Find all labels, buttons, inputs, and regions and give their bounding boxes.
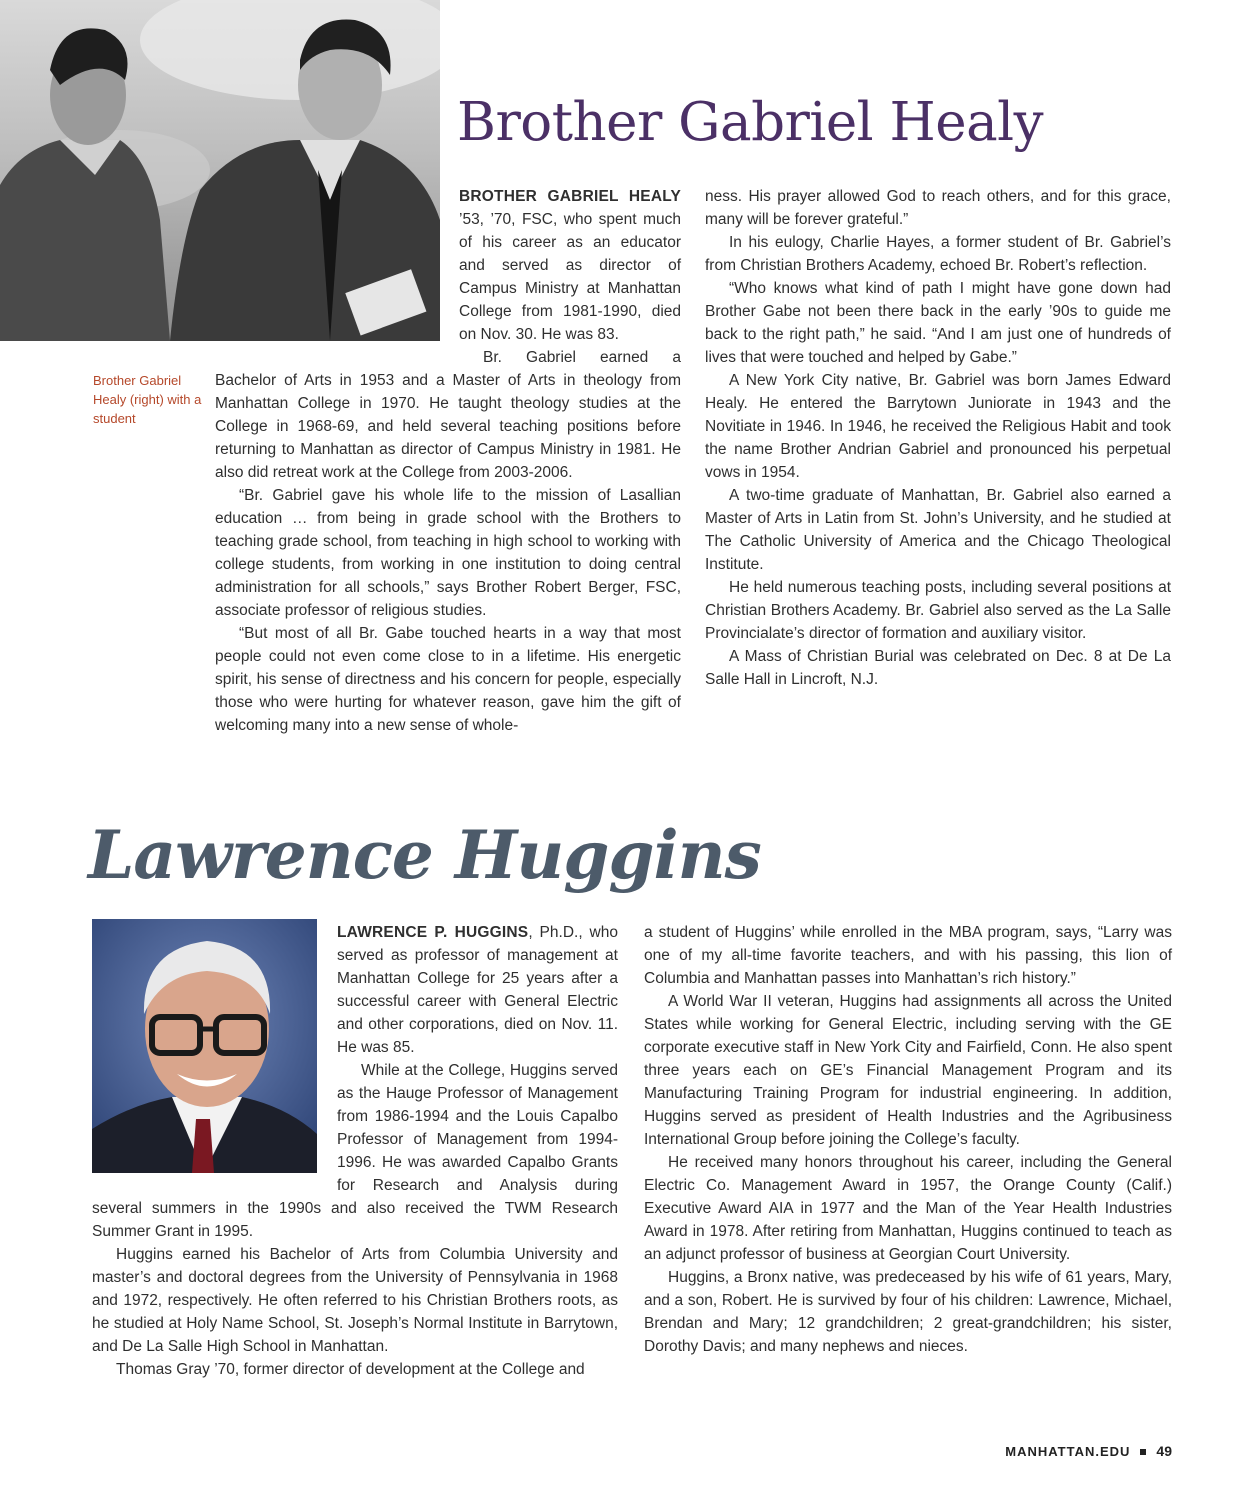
photo-caption: Brother Gabriel Healy (right) with a student: [93, 373, 202, 426]
page-number: 49: [1156, 1443, 1172, 1459]
huggins-paragraph-3: Huggins earned his Bachelor of Arts from Columbia University and master’s and doctoral degrees from the University of Pennsylvania in 1968 and 1972, respectively. He often referred to his Christian Brothers roots, as he studied at Holy Name School, St. Joseph’s Normal Institute in Barrytown, and De La Salle High School in Manhattan.: [92, 1246, 618, 1355]
huggins-paragraph-7: He received many honors throughout his career, including the General Electric Co. Management Award in 1957, the Orange County (Calif.) Executive Award AIA in 1977 and the Man of the Year Health Industries Award in 1978. After retiring from Manhattan, Huggins continued to teach as an adjunct professor of business at Georgian Court University.: [644, 1154, 1172, 1263]
page-footer: [1005, 1443, 1172, 1459]
healy-paragraph-10: He held numerous teaching posts, including several positions at Christian Brothers Academy. Br. Gabriel also served as the La Salle Provincialate’s director of formation and auxiliary visitor.: [705, 579, 1171, 642]
photo-wrap-spacer: [92, 921, 337, 1197]
article-title-huggins: Lawrence Huggins: [88, 816, 761, 894]
healy-paragraph-4: “But most of all Br. Gabe touched hearts in a way that most people could not even come close to in a lifetime. His energetic spirit, his sense of directness and his concern for people, especially those who were hurting for whatever reason, gave him the gift of welcoming many into a new sense of whole-: [215, 625, 681, 734]
footer-site-link[interactable]: MANHATTAN.EDU: [1005, 1444, 1131, 1459]
healy-paragraph-3: “Br. Gabriel gave his whole life to the mission of Lasallian education … from being in grade school with the Brothers to teaching grade school, from teaching in high school to working with college students, from working in one institution to doing central administration for all schools,” says Brother Robert Berger, FSC, associate professor of religious studies.: [215, 487, 681, 619]
huggins-paragraph-6: A World War II veteran, Huggins had assignments all across the United States while working for General Electric, including serving with the GE corporate executive staff in New York City and Fairfield, Conn. He also spent three years each on GE’s Financial Management Program and its Manufacturing Training Program for industrial engineering. In addition, Huggins served as president of Health Industries and the Agribusiness International Group before joining the College’s faculty.: [644, 993, 1172, 1148]
huggins-paragraph-2: While at the College, Huggins served as the Hauge Professor of Management from 1986-1994 and the Louis Capalbo Professor of Management from 1994-1996. He was awarded Capalbo Grants for Research and Analysis during several summers in the 1990s and also received the TWM Research Summer Grant in 1995.: [92, 1062, 618, 1240]
huggins-paragraph-4: Thomas Gray ’70, former director of development at the College and: [116, 1361, 585, 1378]
photo-wrap-spacer: [215, 185, 459, 356]
square-bullet-icon: [1140, 1449, 1146, 1455]
healy-column-1: [215, 185, 681, 737]
healy-paragraph-2: Br. Gabriel earned a Bachelor of Arts in 1953 and a Master of Arts in theology from Manhattan College in 1970. He taught theology studies at the College in 1968-69, and held several teaching positions before returning to Manhattan as director of Campus Ministry in 1981. He also did retreat work at the College from 2003-2006.: [215, 349, 681, 481]
healy-column-2: [705, 185, 1171, 691]
huggins-paragraph-5: a student of Huggins’ while enrolled in the MBA program, says, “Larry was one of my all-time favorite teachers, and with his passing, this lion of Columbia and Manhattan passes into Manhattan’s rich history.”: [644, 924, 1172, 987]
healy-paragraph-11: A Mass of Christian Burial was celebrated on Dec. 8 at De La Salle Hall in Lincroft, N.J.: [705, 648, 1171, 688]
healy-paragraph-9: A two-time graduate of Manhattan, Br. Gabriel also earned a Master of Arts in Latin from St. John’s University, and he studied at The Catholic University of America and the Chicago Theological Institute.: [705, 487, 1171, 573]
healy-paragraph-5: ness. His prayer allowed God to reach others, and for this grace, many will be forever grateful.”: [705, 188, 1171, 228]
lead-name: LAWRENCE P. HUGGINS: [337, 924, 529, 941]
lead-name: BROTHER GABRIEL HEALY: [459, 188, 681, 205]
huggins-paragraph-8: Huggins, a Bronx native, was predeceased by his wife of 61 years, Mary, and a son, Robert. He is survived by four of his children: Lawrence, Michael, Brendan and Mary; 12 grandchildren; 2 great-grandchildren; his sister, Dorothy Davis; and many nephews and nieces.: [644, 1269, 1172, 1355]
article-title-healy: Brother Gabriel Healy: [457, 92, 1044, 153]
healy-paragraph-1: BROTHER GABRIEL HEALY ’53, ’70, FSC, who spent much of his career as an educator and served as director of Campus Ministry at Manhattan College from 1981-1990, died on Nov. 30. He was 83.: [459, 188, 681, 343]
huggins-column-1: [92, 921, 618, 1381]
healy-paragraph-7: “Who knows what kind of path I might have gone down had Brother Gabe not been there back in the early ’90s to guide me back to the right path,” he said. “And I am just one of hundreds of lives that were touched and helped by Gabe.”: [705, 280, 1171, 366]
huggins-column-2: [644, 921, 1172, 1358]
healy-paragraph-6: In his eulogy, Charlie Hayes, a former student of Br. Gabriel’s from Christian Brothers Academy, echoed Br. Robert’s reflection.: [705, 234, 1171, 274]
huggins-paragraph-1: LAWRENCE P. HUGGINS, Ph.D., who served as professor of management at Manhattan College for 25 years after a successful career with General Electric and other corporations, died on Nov. 11. He was 85.: [337, 924, 618, 1056]
healy-paragraph-8: A New York City native, Br. Gabriel was born James Edward Healy. He entered the Barrytown Juniorate in 1943 and the Novitiate in 1946. In 1946, he received the Religious Habit and took the name Brother Andrian Gabriel and pronounced his perpetual vows in 1954.: [705, 372, 1171, 481]
